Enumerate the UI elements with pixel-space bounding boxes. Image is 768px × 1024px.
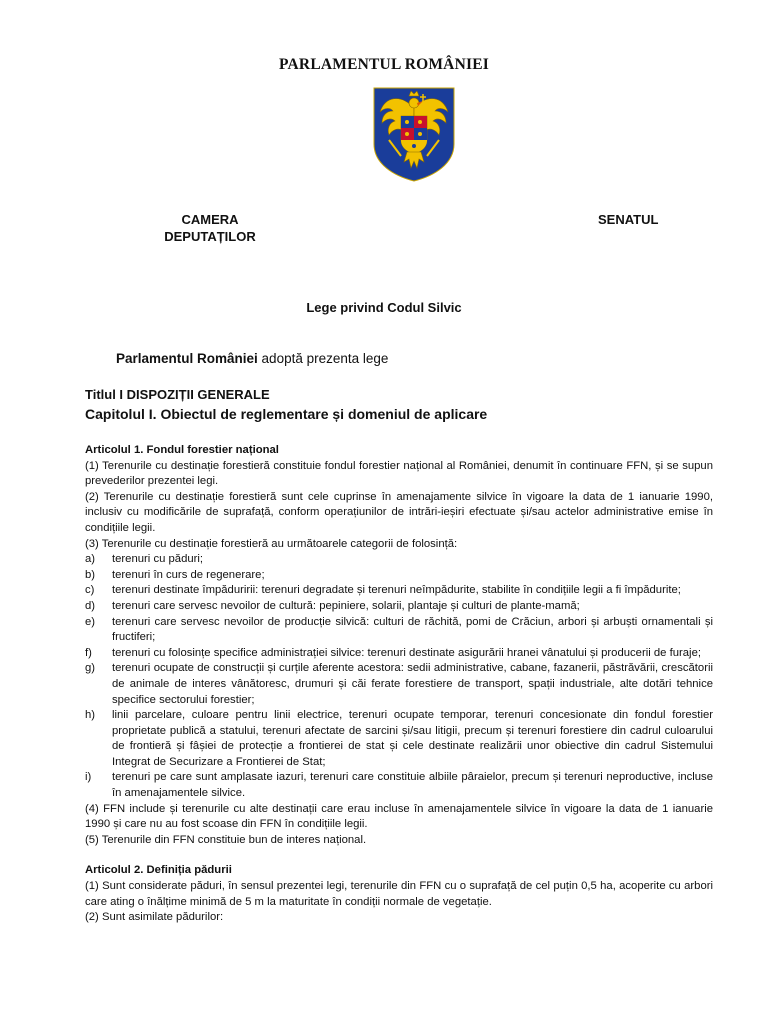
- article-2-paragraph-1: (1) Sunt considerate păduri, în sensul prezentei legi, terenurile din FFN cu o suprafață de cel puțin 0,5 ha, acoperite cu arbori care ating o înălțime minimă de 5 m la maturitate în condiții normale de vegetație.: [85, 880, 713, 908]
- article-1-paragraph-4: (4) FFN include și terenurile cu alte destinații care erau incluse în amenajamentele silvice în vigoare la data de 1 ianuarie 1990 și care nu au fost scoase din FFN în condițiile legii.: [85, 802, 713, 831]
- list-item-label: d): [85, 599, 96, 612]
- land-use-categories-list: [85, 552, 713, 802]
- list-item-label: h): [85, 709, 96, 722]
- article-1-paragraph-2: (2) Terenurile cu destinație forestieră sunt cele cuprinse în amenajamente silvice în vigoare la data de 1 ianuarie 1990, inclusiv cu modificările de suprafață, conform operațiunilor de intrări-ieșiri efectuate și/sau actelor administrative emise în condițiile legii.: [85, 490, 713, 534]
- list-item-text: terenuri care servesc nevoilor de producție silvică: culturi de răchită, pomi de Crăciun, arbori și arbuști ornamentali și fructiferi;: [112, 615, 713, 644]
- document-body: [85, 443, 713, 926]
- list-item-text: terenuri ocupate de construcții și curțile aferente acestora: sedii administrative, cabane, fazanerii, păstrăvării, crescătorii de animale de interes vânătoresc, drumuri și căi ferate forestiere de transport, spații industriale, alte dotări tehnice specifice sectorului forestier;: [112, 662, 713, 706]
- chamber-of-deputies-label: CAMERA DEPUTAȚILOR: [164, 212, 256, 244]
- enacting-clause: [116, 351, 388, 366]
- list-item: [85, 661, 713, 708]
- list-item: [85, 615, 713, 646]
- title-heading: Titlul I DISPOZIȚII GENERALE: [85, 387, 270, 402]
- parliament-title: PARLAMENTUL ROMÂNIEI: [279, 56, 489, 73]
- list-item: [85, 552, 713, 568]
- list-item-label: c): [85, 584, 95, 597]
- list-item-text: terenuri care servesc nevoilor de cultură: pepiniere, solarii, plantaje și culturi de plante-mamă;: [112, 599, 580, 612]
- list-item: [85, 708, 713, 770]
- list-item-text: terenuri în curs de regenerare;: [112, 568, 265, 581]
- list-item-label: e): [85, 615, 96, 628]
- spacer: [85, 848, 713, 863]
- senate-label: SENATUL: [598, 212, 659, 227]
- coat-of-arms-of-romania: [371, 86, 457, 182]
- article-1-heading: Articolul 1. Fondul forestier național: [85, 444, 279, 456]
- enacting-clause-subject: Parlamentul României: [116, 351, 258, 366]
- list-item-label: i): [85, 771, 92, 784]
- article-2-paragraph-2: (2) Sunt asimilate pădurilor:: [85, 911, 224, 924]
- list-item: [85, 770, 713, 801]
- list-item-text: terenuri cu păduri;: [112, 553, 204, 566]
- list-item: [85, 646, 713, 662]
- list-item: [85, 599, 713, 615]
- article-1-paragraph-1: (1) Terenurile cu destinație forestieră constituie fondul forestier național al României, denumit în continuare FFN, și se supun prevederilor prezentei legi.: [85, 459, 713, 488]
- list-item-label: g): [85, 662, 96, 675]
- law-title: Lege privind Codul Silvic: [306, 300, 462, 315]
- list-item-text: terenuri cu folosințe specifice administrației silvice: terenuri destinate asigurării hranei vânatului și producerii de furaje;: [112, 646, 701, 659]
- article-1-paragraph-5: (5) Terenurile din FFN constituie bun de interes național.: [85, 833, 367, 846]
- article-2-heading: Articolul 2. Definiția pădurii: [85, 864, 232, 877]
- list-item-label: b): [85, 568, 96, 581]
- list-item-text: terenuri destinate împăduririi: terenuri degradate și terenuri neîmpădurite, stabilite în condițiile legii a fi împădurite;: [112, 584, 681, 597]
- list-item-label: a): [85, 553, 96, 566]
- list-item-label: f): [85, 646, 92, 659]
- chapter-heading: Capitolul I. Obiectul de reglementare și domeniul de aplicare: [85, 406, 488, 422]
- list-item: [85, 568, 713, 584]
- list-item: [85, 583, 713, 599]
- article-1-paragraph-3: (3) Terenurile cu destinație forestieră au următoarele categorii de folosință:: [85, 537, 458, 550]
- list-item-text: linii parcelare, culoare pentru linii electrice, terenuri ocupate temporar, terenuri concesionate din fondul forestier proprietate publică a statului, terenuri afectate de sarcini și/sau litigii, precum și terenuri forestiere din cadrul culoarului de frontieră și fâșiei de protecție a frontierei de stat și cele destinate realizării unor obiective din cadrul Sistemului Integrat de Securizare a Frontierei de Stat;: [112, 709, 713, 768]
- enacting-clause-rest: adoptă prezenta lege: [257, 351, 389, 366]
- list-item-text: terenuri pe care sunt amplasate iazuri, terenuri care constituie albiile pâraielor, precum și terenuri neproductive, incluse în amenajamentele silvice.: [112, 771, 713, 800]
